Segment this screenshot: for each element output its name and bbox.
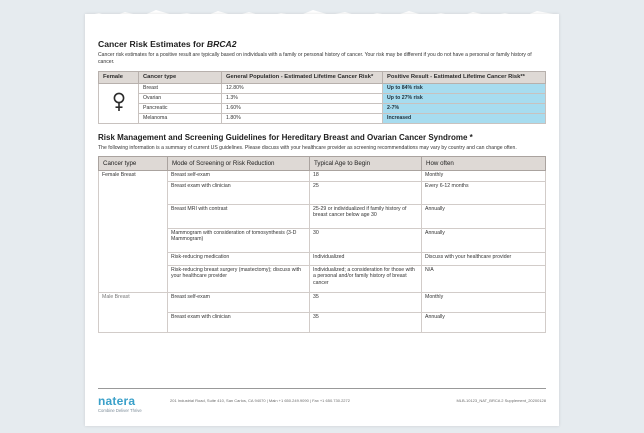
how-often: Annually xyxy=(422,204,546,228)
positive-risk: Increased xyxy=(383,113,546,123)
female-symbol-cell xyxy=(99,83,139,123)
col-header-cancer-type: Cancer type xyxy=(99,156,168,170)
table-row xyxy=(99,292,546,312)
cancer-type: Breast xyxy=(139,83,222,93)
col-header-mode: Mode of Screening or Risk Reduction xyxy=(168,156,310,170)
screening-mode: Breast exam with clinician xyxy=(168,181,310,204)
typical-age: 35 xyxy=(310,292,422,312)
how-often: N/A xyxy=(422,265,546,292)
table-row xyxy=(99,103,546,113)
cancer-category xyxy=(99,181,168,204)
screening-mode: Breast self-exam xyxy=(168,292,310,312)
col-header-female: Female xyxy=(99,72,139,84)
logo-wordmark: natera xyxy=(98,394,136,408)
typical-age: Individualized; a consideration for those with a personal and/or family history of breast cancer xyxy=(310,265,422,292)
logo-tagline: Combine Deliver Thrive xyxy=(98,408,142,413)
female-symbol-icon xyxy=(112,92,126,112)
cancer-type: Pancreatic xyxy=(139,103,222,113)
general-risk: 1.60% xyxy=(222,103,383,113)
how-often: Every 6-12 months xyxy=(422,181,546,204)
col-header-cancer-type: Cancer type xyxy=(139,72,222,84)
general-risk: 1.80% xyxy=(222,113,383,123)
document-id: MLB-10123_NAT_BRCA 2 Supplement_20200128 xyxy=(456,398,546,403)
natera-logo xyxy=(98,394,142,413)
positive-risk: 2-7% xyxy=(383,103,546,113)
cancer-category: Male Breast xyxy=(99,292,168,312)
cancer-category xyxy=(99,265,168,292)
guidelines-title: Risk Management and Screening Guidelines for Hereditary Breast and Ovarian Cancer Syndrome * xyxy=(98,132,473,142)
cancer-category xyxy=(99,204,168,228)
table-header-row xyxy=(99,72,546,84)
cancer-risk-table xyxy=(98,71,546,124)
page-footer xyxy=(98,388,546,413)
how-often: Discuss with your healthcare provider xyxy=(422,252,546,265)
table-row xyxy=(99,252,546,265)
typical-age: 25-29 or individualized if family history of breast cancer below age 30 xyxy=(310,204,422,228)
table-row xyxy=(99,170,546,181)
how-often: Annually xyxy=(422,228,546,252)
positive-risk: Up to 27% risk xyxy=(383,93,546,103)
how-often: Monthly xyxy=(422,170,546,181)
table-row xyxy=(99,181,546,204)
document-page xyxy=(85,14,559,426)
cancer-type: Melanoma xyxy=(139,113,222,123)
cancer-category xyxy=(99,228,168,252)
company-address: 201 Industrial Road, Suite 410, San Carlos, CA 94070 | Main +1 650.249.9090 | Fax +1 650.730.2272 xyxy=(170,398,350,403)
screening-mode: Mammogram with consideration of tomosynthesis (3-D Mammogram) xyxy=(168,228,310,252)
risk-estimates-intro: Cancer risk estimates for a positive result are typically based on individuals with a family or personal history of cancer. Your risk may be different if you do not have a personal or family history of cancer. xyxy=(98,52,532,65)
table-row xyxy=(99,204,546,228)
general-risk: 12.80% xyxy=(222,83,383,93)
screening-mode: Risk-reducing breast surgery (mastectomy); discuss with your healthcare provider xyxy=(168,265,310,292)
table-row xyxy=(99,312,546,332)
table-header-row xyxy=(99,156,546,170)
screening-mode: Breast exam with clinician xyxy=(168,312,310,332)
cancer-type: Ovarian xyxy=(139,93,222,103)
table-row xyxy=(99,265,546,292)
table-row xyxy=(99,113,546,123)
guidelines-intro: The following information is a summary of current US guidelines. Please discuss with your healthcare provider as screening recommendations may vary by country and can change often. xyxy=(98,144,517,151)
screening-guidelines-table xyxy=(98,156,546,333)
typical-age: Individualized xyxy=(310,252,422,265)
screening-mode: Breast MRI with contrast xyxy=(168,204,310,228)
risk-estimates-title: Cancer Risk Estimates for BRCA2 xyxy=(98,39,237,49)
typical-age: 35 xyxy=(310,312,422,332)
table-row xyxy=(99,93,546,103)
col-header-age: Typical Age to Begin xyxy=(310,156,422,170)
typical-age: 25 xyxy=(310,181,422,204)
typical-age: 30 xyxy=(310,228,422,252)
table-row xyxy=(99,228,546,252)
general-risk: 1.3% xyxy=(222,93,383,103)
cancer-category xyxy=(99,312,168,332)
positive-risk: Up to 84% risk xyxy=(383,83,546,93)
cancer-category: Female Breast xyxy=(99,170,168,181)
col-header-positive-risk: Positive Result - Estimated Lifetime Cancer Risk** xyxy=(383,72,546,84)
how-often: Annually xyxy=(422,312,546,332)
col-header-general-risk: General Population - Estimated Lifetime Cancer Risk* xyxy=(222,72,383,84)
table-row xyxy=(99,83,546,93)
cancer-category xyxy=(99,252,168,265)
col-header-how-often: How often xyxy=(422,156,546,170)
screening-mode: Risk-reducing medication xyxy=(168,252,310,265)
screening-mode: Breast self-exam xyxy=(168,170,310,181)
typical-age: 18 xyxy=(310,170,422,181)
how-often: Monthly xyxy=(422,292,546,312)
